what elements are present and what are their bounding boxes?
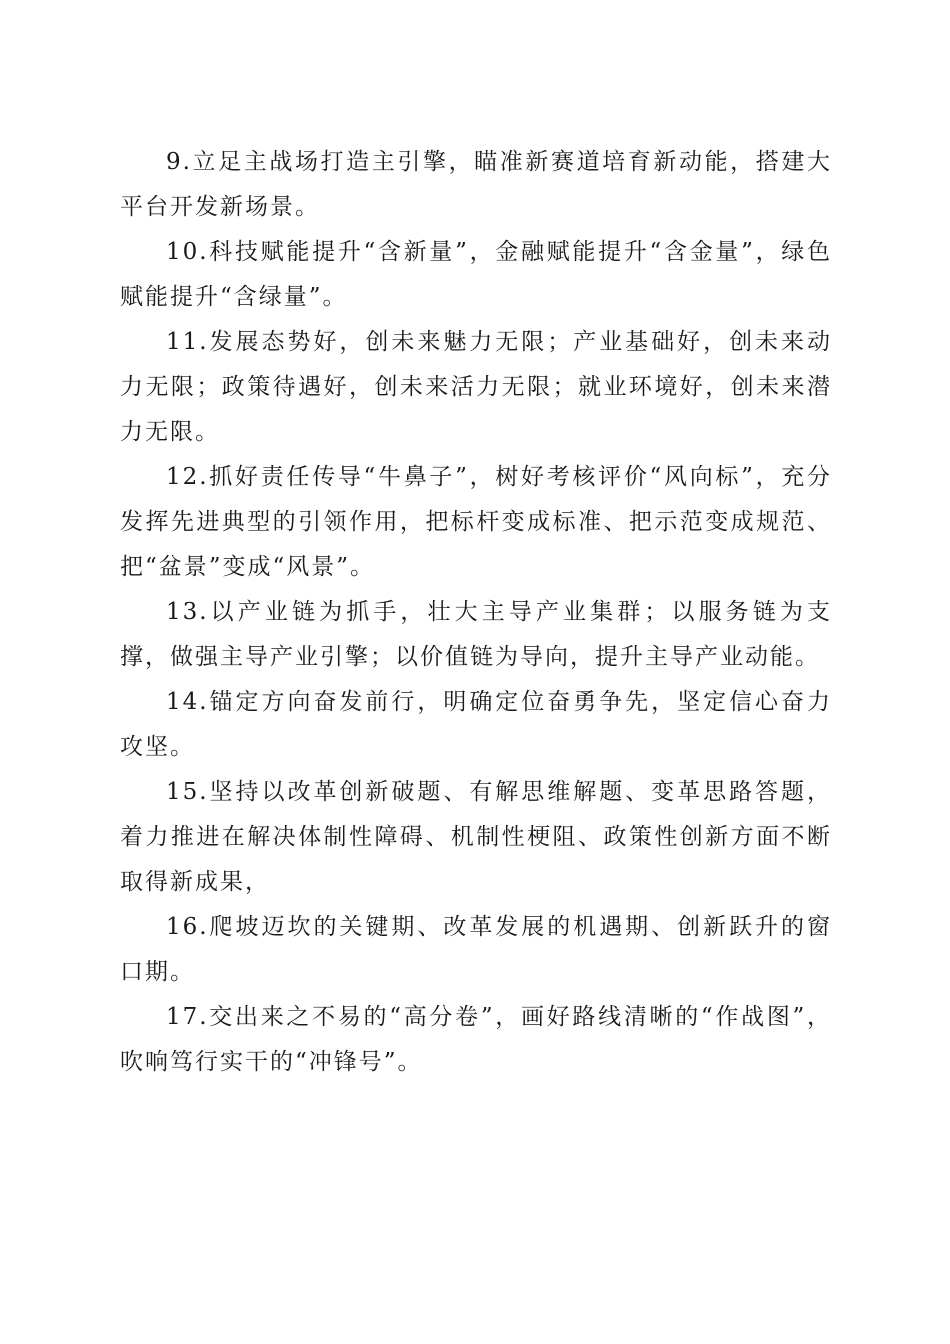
document-body <box>120 140 832 1085</box>
list-item: 17.交出来之不易的“高分卷”，画好路线清晰的“作战图”，吹响笃行实干的“冲锋号”。 <box>120 1004 832 1075</box>
list-item: 13.以产业链为抓手，壮大主导产业集群；以服务链为支撑，做强主导产业引擎；以价值链为导向，提升主导产业动能。 <box>120 599 832 670</box>
list-item: 12.抓好责任传导“牛鼻子”，树好考核评价“风向标”，充分发挥先进典型的引领作用，把标杆变成标准、把示范变成规范、把“盆景”变成“风景”。 <box>120 464 832 580</box>
list-item: 9.立足主战场打造主引擎，瞄准新赛道培育新动能，搭建大平台开发新场景。 <box>120 149 832 220</box>
list-item: 11.发展态势好，创未来魅力无限；产业基础好，创未来动力无限；政策待遇好，创未来活力无限；就业环境好，创未来潜力无限。 <box>120 329 832 445</box>
list-item: 15.坚持以改革创新破题、有解思维解题、变革思路答题，着力推进在解决体制性障碍、机制性梗阻、政策性创新方面不断取得新成果， <box>120 779 832 895</box>
list-item: 14.锚定方向奋发前行，明确定位奋勇争先，坚定信心奋力攻坚。 <box>120 689 832 760</box>
list-item: 10.科技赋能提升“含新量”，金融赋能提升“含金量”，绿色赋能提升“含绿量”。 <box>120 239 832 310</box>
list-item: 16.爬坡迈坎的关键期、改革发展的机遇期、创新跃升的窗口期。 <box>120 914 832 985</box>
